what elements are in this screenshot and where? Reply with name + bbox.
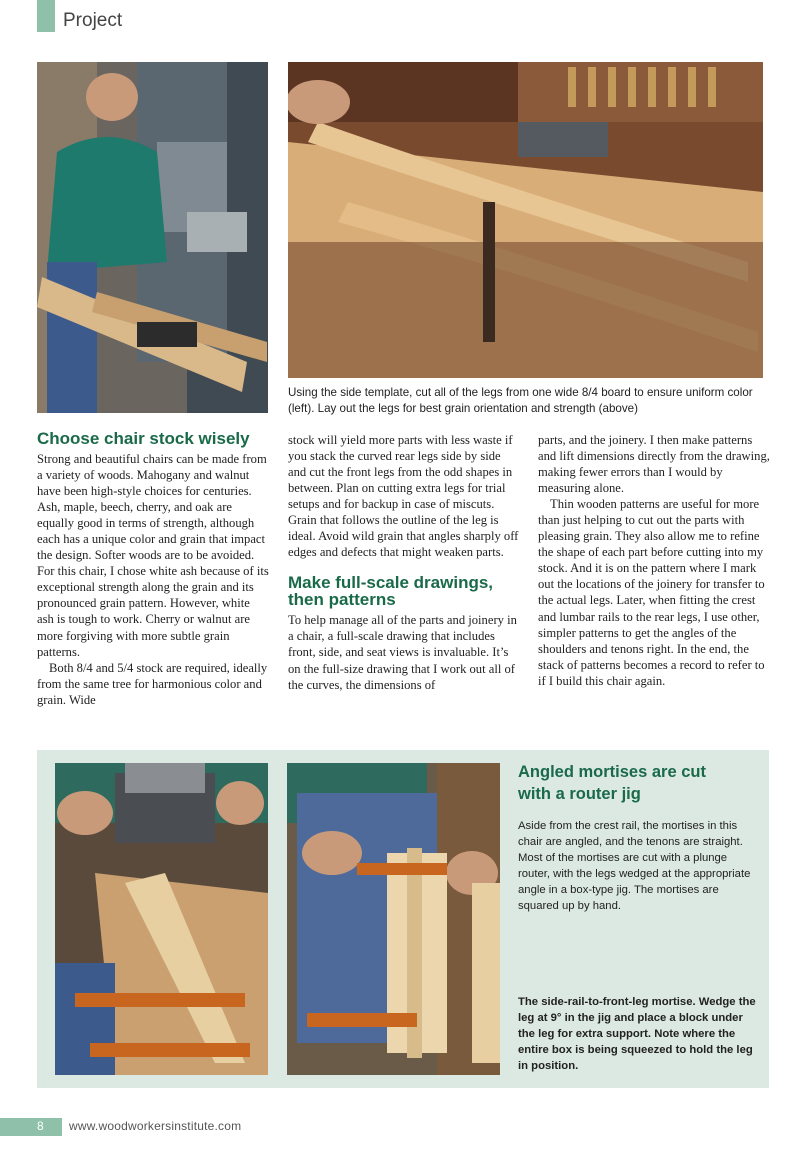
sidebar-caption: The side-rail-to-front-leg mortise. Wedge the leg at 9° in the jig and place a block under the leg for extra support. Note where the entire box is being squeezed to hold the leg in position.: [518, 996, 756, 1072]
article-column-2: [288, 432, 520, 693]
article-column-3: [538, 432, 770, 689]
sidebar-heading: Angled mortises are cut with a router jig: [518, 763, 706, 803]
paragraph: Strong and beautiful chairs can be made from a variety of woods. Mahogany and walnut have been high-style choices for centuries. Ash, maple, beech, cherry, and oak are equally good in terms of strength, although each has a unique color and grain that impact the design. Softer woods are to be avoided. For this chair, I chose white ash because of its exceptional strength along the grain and its pronounced grain pattern. However, white ash is tough to work. Cherry or walnut are more forgiving with more subtle grain patterns.: [37, 452, 269, 659]
page-number: 8: [37, 1119, 44, 1133]
paragraph: parts, and the joinery. I then make patterns and lift dimensions directly from the drawing, making fewer errors than I would by measuring alone.: [538, 433, 770, 496]
top-photo-caption: Using the side template, cut all of the legs from one wide 8/4 board to ensure uniform color (left). Lay out the legs for best grain orientation and strength (above): [288, 386, 753, 415]
article-column-1: [37, 430, 269, 708]
heading-choose-stock: Choose chair stock wisely: [37, 429, 250, 448]
bench-photo: [288, 62, 763, 378]
paragraph: Both 8/4 and 5/4 stock are required, ideally from the same tree for harmonious color and grain. Wide: [37, 660, 268, 707]
paragraph: stock will yield more parts with less waste if you stack the curved rear legs side by side and cut the front legs from the odd shapes in between. Plan on cutting extra legs for trial setups and for backup in case of miscuts. Grain that follows the outline of the leg is ideal. Avoid wild grain that angles sharply off edges and defects that might weaken parts.: [288, 433, 519, 560]
bandsaw-photo: [37, 62, 268, 413]
paragraph: To help manage all of the parts and joinery in a chair, a full-scale drawing that includes front, side, and seat views is invaluable. It’s on the full-size drawing that I work out all of the curves, the dimensions of: [288, 613, 517, 692]
section-tab: [37, 0, 55, 32]
sidebar-body: Aside from the crest rail, the mortises in this chair are angled, and the tenons are straight. Most of the mortises are cut with a plunge router, with the legs wedged at the appropriate angle in a box-type jig. The mortises are squared up by hand.: [518, 820, 751, 912]
heading-full-scale-drawings: Make full-scale drawings, then patterns: [288, 573, 494, 610]
footer-url[interactable]: www.woodworkersinstitute.com: [69, 1119, 242, 1133]
router-photo: [55, 763, 268, 1075]
section-label: Project: [63, 10, 123, 31]
footer-bar: [0, 1118, 62, 1136]
jig-photo: [287, 763, 500, 1075]
paragraph: Thin wooden patterns are useful for more than just helping to cut out the parts with pleasing grain. They also allow me to refine the shape of each part before cutting into my stock. And it is on the pattern where I mark out the locations of the joinery for transfer to the actual legs. Later, when fitting the crest and lumbar rails to the rear legs, I use other, simpler patterns to get the angles of the shoulders and tenons right. In the end, the stack of patterns becomes a record to refer to if I build this chair again.: [538, 497, 765, 688]
